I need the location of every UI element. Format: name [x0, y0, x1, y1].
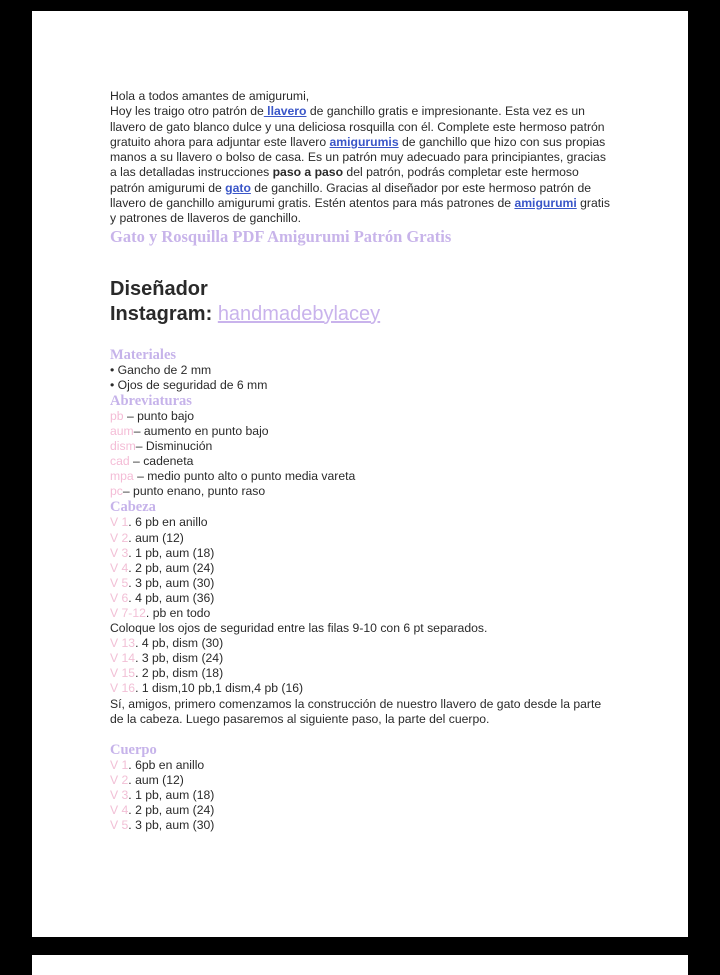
round-number: V 2 — [110, 530, 129, 545]
round-number: V 4 — [110, 803, 129, 818]
abbr-item — [110, 484, 610, 499]
round-number: V 1 — [110, 757, 129, 772]
instagram-link[interactable]: handmadebylacey — [217, 302, 381, 325]
round-text: . 6 pb en anillo — [128, 515, 208, 530]
greeting: Hola a todos amantes de amigurumi, — [110, 89, 310, 103]
round-number: V 2 — [110, 772, 129, 787]
round-text: . 1 pb, aum (18) — [128, 787, 215, 802]
abbr-item — [110, 469, 610, 484]
abbr-desc: – Disminución — [135, 439, 213, 454]
round-number: V 5 — [110, 575, 129, 590]
abbr-code: pc — [110, 484, 123, 499]
abreviaturas-title: Abreviaturas — [110, 392, 192, 409]
abbr-code: cad — [110, 454, 130, 469]
designer-block — [110, 277, 610, 327]
abbr-item — [110, 439, 610, 454]
abreviaturas-section — [110, 393, 610, 500]
intro-text: Hoy les traigo otro patrón de — [110, 104, 264, 119]
cabeza-section — [110, 499, 610, 726]
round-item — [110, 773, 610, 788]
round-text: . 2 pb, dism (18) — [135, 666, 224, 681]
abbr-code: pb — [110, 408, 124, 423]
next-page-edge — [32, 955, 688, 975]
material-item: • Gancho de 2 mm — [110, 362, 212, 377]
eyes-note: Coloque los ojos de seguridad entre las filas 9-10 con 6 pt separados. — [110, 621, 488, 636]
round-text: . 6pb en anillo — [128, 757, 205, 772]
round-number: V 14 — [110, 651, 136, 666]
abbr-item — [110, 409, 610, 424]
round-item — [110, 788, 610, 803]
round-item — [110, 591, 610, 606]
round-number: V 3 — [110, 545, 129, 560]
intro-text: de ganchillo gratis e impresionante. Esta vez es un llavero de gato blanco dulce y una deliciosa rosquilla con él. Complete este hermoso patrón gratuito ahora para adjuntar este llavero — [110, 104, 605, 149]
round-number: V 4 — [110, 560, 129, 575]
round-item — [110, 758, 610, 773]
round-text: . 1 dism,10 pb,1 dism,4 pb (16) — [135, 681, 304, 696]
abbr-code: dism — [110, 439, 136, 454]
instagram-line — [110, 302, 610, 327]
abbr-item — [110, 454, 610, 469]
round-item — [110, 546, 610, 561]
link-llavero[interactable]: llavero — [263, 104, 307, 119]
round-item — [110, 531, 610, 546]
abbr-item — [110, 424, 610, 439]
abbr-code: mpa — [110, 469, 134, 484]
round-text: . 4 pb, dism (30) — [135, 636, 224, 651]
cabeza-closing: Sí, amigos, primero comenzamos la construcción de nuestro llavero de gato desde la parte de la cabeza. Luego pasaremos al siguiente paso, la parte del cuerpo. — [110, 696, 602, 726]
round-text: . 3 pb, dism (24) — [135, 651, 224, 666]
round-item — [110, 666, 610, 681]
round-item — [110, 515, 610, 530]
abbr-desc: – aumento en punto bajo — [133, 423, 269, 438]
instagram-label: Instagram: — [110, 302, 218, 325]
intro-text: de ganchillo. Gracias al diseñador por este hermoso patrón de llavero de ganchillo amigurumi gratis. Estén atentos para más patrones de — [110, 180, 592, 211]
round-item — [110, 561, 610, 576]
abbr-desc: – cadeneta — [129, 454, 194, 469]
intro-text: gratis y patrones de llaveros de ganchillo. — [110, 196, 610, 226]
intro-text: del patrón, podrás completar este hermoso patrón amigurumi de — [110, 165, 579, 195]
intro-text: de ganchillo que hizo con sus propias manos a su llavero o bolso de casa. Es un patrón muy adecuado para principiantes, gracias a las detalladas instrucciones — [110, 134, 606, 180]
round-text: . pb en todo — [145, 605, 211, 620]
round-text: . 3 pb, aum (30) — [128, 575, 215, 590]
intro-body — [110, 104, 610, 226]
cuerpo-title: Cuerpo — [110, 741, 157, 758]
round-number: V 16 — [110, 681, 136, 696]
materiales-section — [110, 347, 610, 393]
round-number: V 6 — [110, 590, 129, 605]
abbr-desc: – punto enano, punto raso — [122, 484, 266, 499]
round-text: . 2 pb, aum (24) — [128, 560, 215, 575]
round-item — [110, 818, 610, 833]
intro-paragraph — [110, 89, 610, 227]
link-amigurumis[interactable]: amigurumis — [329, 134, 399, 149]
page-content — [110, 89, 610, 833]
pattern-title: Gato y Rosquilla PDF Amigurumi Patrón Gratis — [110, 226, 452, 246]
link-amigurumi[interactable]: amigurumi — [514, 196, 577, 211]
round-number: V 15 — [110, 666, 136, 681]
document-page — [32, 11, 688, 937]
round-text: . 4 pb, aum (36) — [128, 590, 215, 605]
material-item: • Ojos de seguridad de 6 mm — [110, 377, 268, 392]
round-text: . 1 pb, aum (18) — [128, 545, 215, 560]
round-text: . aum (12) — [128, 530, 184, 545]
round-number: V 3 — [110, 787, 129, 802]
cabeza-title: Cabeza — [110, 499, 156, 516]
cuerpo-section — [110, 742, 610, 833]
round-number: V 1 — [110, 515, 129, 530]
round-item — [110, 636, 610, 651]
bold-paso-a-paso: paso a paso — [272, 165, 344, 180]
round-text: . aum (12) — [128, 772, 184, 787]
round-item — [110, 681, 610, 696]
abbr-code: aum — [110, 423, 134, 438]
round-item — [110, 576, 610, 591]
round-text: . 2 pb, aum (24) — [128, 803, 215, 818]
designer-heading: Diseñador — [110, 277, 208, 300]
round-item — [110, 606, 610, 621]
round-number: V 7-12 — [110, 605, 146, 620]
round-number: V 13 — [110, 636, 136, 651]
round-item — [110, 651, 610, 666]
link-gato[interactable]: gato — [225, 180, 251, 195]
materiales-title: Materiales — [110, 346, 177, 363]
abbr-desc: – medio punto alto o punto media vareta — [133, 469, 356, 484]
round-number: V 5 — [110, 818, 129, 833]
round-item — [110, 803, 610, 818]
abbr-desc: – punto bajo — [123, 408, 195, 423]
round-text: . 3 pb, aum (30) — [128, 818, 215, 833]
